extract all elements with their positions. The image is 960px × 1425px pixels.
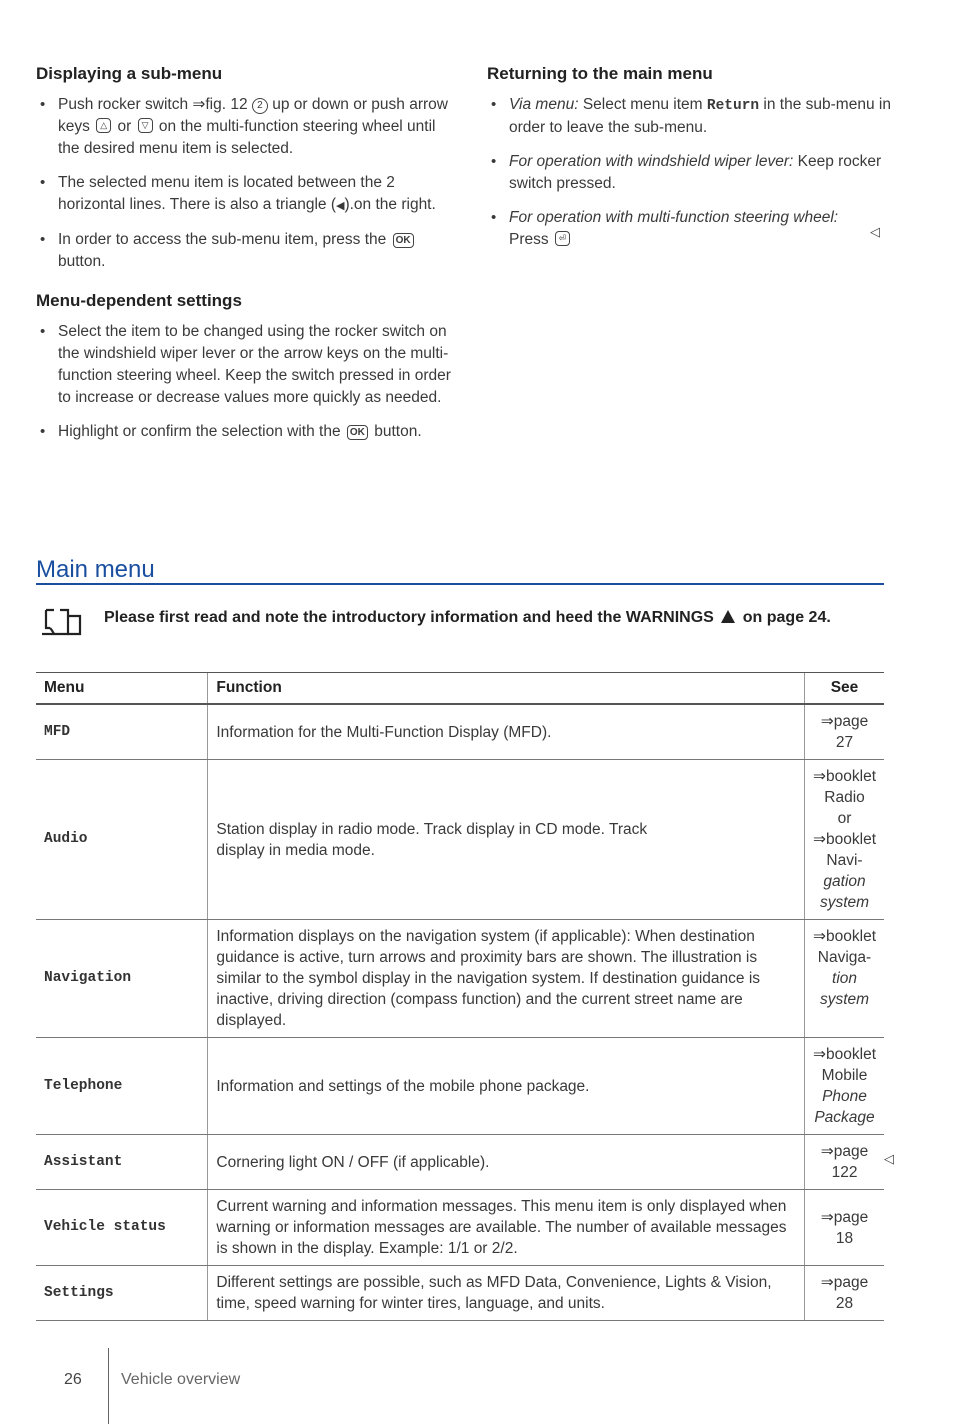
- table-header-row: [36, 673, 884, 705]
- see-link[interactable]: ⇒page 122: [820, 1143, 869, 1181]
- see-link[interactable]: Phone Package: [814, 1088, 875, 1126]
- bullet-wiper-lever: [487, 151, 907, 195]
- bullet-select-item: [36, 321, 456, 409]
- bullet-text: in the sub-menu in order to leave the sub-menu.: [509, 96, 891, 136]
- notice-text: Please first read and note the introductory information and heed the WARNINGS: [104, 609, 714, 626]
- section-end-marker-icon: ◁: [870, 224, 880, 239]
- heading-menu-dependent-settings: Menu-dependent settings: [36, 291, 242, 310]
- table-row: [36, 760, 884, 920]
- bullet-text: Keep rocker switch pressed.: [509, 153, 882, 192]
- menu-cell: Audio: [36, 760, 208, 920]
- see-cell: [805, 920, 884, 1038]
- section-title-main-menu: Main menu: [36, 556, 155, 583]
- table-row: [36, 1135, 884, 1190]
- bullet-access-submenu: [36, 229, 456, 273]
- see-link[interactable]: ⇒booklet Mobile: [813, 1046, 876, 1084]
- ok-key-icon: OK: [347, 425, 368, 440]
- read-manual-book-icon: [40, 606, 86, 638]
- arrow-up-key-icon: △: [96, 118, 111, 133]
- heading-returning-main-menu: Returning to the main menu: [487, 64, 713, 83]
- right-column: [487, 64, 907, 263]
- menu-cell: Settings: [36, 1266, 208, 1321]
- see-cell: [805, 704, 884, 760]
- see-link[interactable]: ⇒page 28: [820, 1274, 869, 1312]
- bullet-text: In order to access the sub-menu item, press the: [58, 231, 387, 248]
- footer-divider: [108, 1348, 109, 1424]
- see-link[interactable]: gation system: [819, 873, 870, 911]
- menu-cell: Vehicle status: [36, 1190, 208, 1266]
- menu-cell: Navigation: [36, 920, 208, 1038]
- bullet-italic-text: For operation with windshield wiper lever:: [509, 153, 794, 170]
- see-cell: [805, 1190, 884, 1266]
- bullet-text: ).on the right.: [344, 196, 436, 213]
- function-cell: Cornering light ON / OFF (if applicable).: [208, 1135, 805, 1190]
- heading-displaying-submenu: Displaying a sub-menu: [36, 64, 223, 83]
- bullet-text: up or down or push arrow keys: [58, 96, 448, 135]
- bullet-italic-text: For operation with multi-function steering wheel:: [509, 209, 839, 226]
- table-row: [36, 1190, 884, 1266]
- left-column: [36, 64, 456, 455]
- bullet-text: button.: [58, 253, 106, 270]
- bullet-text: Select the item to be changed using the rocker switch on the windshield wiper lever or the arrow keys on the multi-function steering wheel. Keep the switch pressed in order to increase or decrease values more quickly as needed.: [58, 323, 451, 406]
- ok-key-icon: OK: [393, 233, 414, 248]
- warning-triangle-icon: [721, 610, 735, 623]
- bullet-italic-text: Via menu:: [509, 96, 579, 113]
- see-cell: [805, 1135, 884, 1190]
- menu-cell: MFD: [36, 704, 208, 760]
- see-link[interactable]: ⇒page 18: [820, 1208, 869, 1247]
- table-row: [36, 920, 884, 1038]
- callout-number: 2: [252, 98, 268, 114]
- bullet-highlight-confirm: [36, 421, 456, 443]
- function-cell: Station display in radio mode. Track display in CD mode. Track display in media mode.: [208, 760, 805, 920]
- function-cell: Current warning and information messages. This menu item is only displayed when warning or information messages are available. The number of available messages is shown in the display. Example: 1/1 or 2/2.: [208, 1190, 805, 1266]
- header-menu: Menu: [36, 673, 208, 705]
- notice-read-warnings: [104, 606, 864, 629]
- main-menu-table: [36, 672, 884, 1321]
- notice-text: on page 24.: [742, 609, 831, 626]
- see-link[interactable]: tion system: [819, 970, 870, 1008]
- return-menu-item-code: Return: [706, 98, 760, 114]
- header-see: See: [805, 673, 884, 705]
- page-number: 26: [64, 1371, 82, 1388]
- bullet-text: on the multi-function steering wheel until the desired menu item is selected.: [58, 118, 436, 157]
- see-cell: [805, 1266, 884, 1321]
- function-cell: Different settings are possible, such as MFD Data, Convenience, Lights & Vision, time, speed warning for winter tires, language, and units.: [208, 1266, 805, 1321]
- function-cell: Information displays on the navigation system (if applicable): When destination guidance is active, turn arrows and proximity bars are shown. The illustration is similar to the symbol display in the navigation system. If destination guidance is inactive, driving direction (compass function) and the current street name are displayed.: [208, 920, 805, 1038]
- see-link[interactable]: ⇒booklet Radio: [813, 768, 876, 806]
- bullet-text: The selected menu item is located between the 2 horizontal lines. There is also a triangle (: [58, 174, 395, 213]
- table-row: [36, 1266, 884, 1321]
- menu-cell: Telephone: [36, 1038, 208, 1135]
- table-row: [36, 704, 884, 760]
- see-cell: [805, 760, 884, 920]
- footer-chapter-title: Vehicle overview: [121, 1371, 241, 1388]
- bullet-text: button.: [374, 423, 422, 440]
- table-row: [36, 1038, 884, 1135]
- bullet-selected-item: [36, 172, 456, 217]
- bullet-via-menu: [487, 94, 907, 139]
- see-link[interactable]: ⇒booklet Naviga-: [813, 928, 876, 966]
- see-link[interactable]: or ⇒booklet Navi-: [813, 810, 876, 869]
- menu-cell: Assistant: [36, 1135, 208, 1190]
- return-key-icon: ⏎: [555, 231, 570, 246]
- bullet-push-rocker: [36, 94, 456, 160]
- bullet-text: Press: [509, 231, 549, 248]
- bullet-text: or: [117, 118, 132, 135]
- header-function: Function: [208, 673, 805, 705]
- triangle-left-icon: ◀: [336, 200, 345, 212]
- section-divider: [36, 583, 884, 585]
- bullet-steering-wheel: [487, 207, 839, 251]
- arrow-down-key-icon: ▽: [138, 118, 153, 133]
- bullet-text: Select menu item: [582, 96, 703, 113]
- function-cell: Information and settings of the mobile phone package.: [208, 1038, 805, 1135]
- function-cell: Information for the Multi-Function Display (MFD).: [208, 704, 805, 760]
- section-end-marker-icon: ◁: [884, 1151, 894, 1166]
- bullet-text: Highlight or confirm the selection with the: [58, 423, 341, 440]
- see-cell: [805, 1038, 884, 1135]
- see-link[interactable]: ⇒page 27: [820, 713, 869, 751]
- bullet-text: Push rocker switch ⇒fig. 12: [58, 96, 248, 113]
